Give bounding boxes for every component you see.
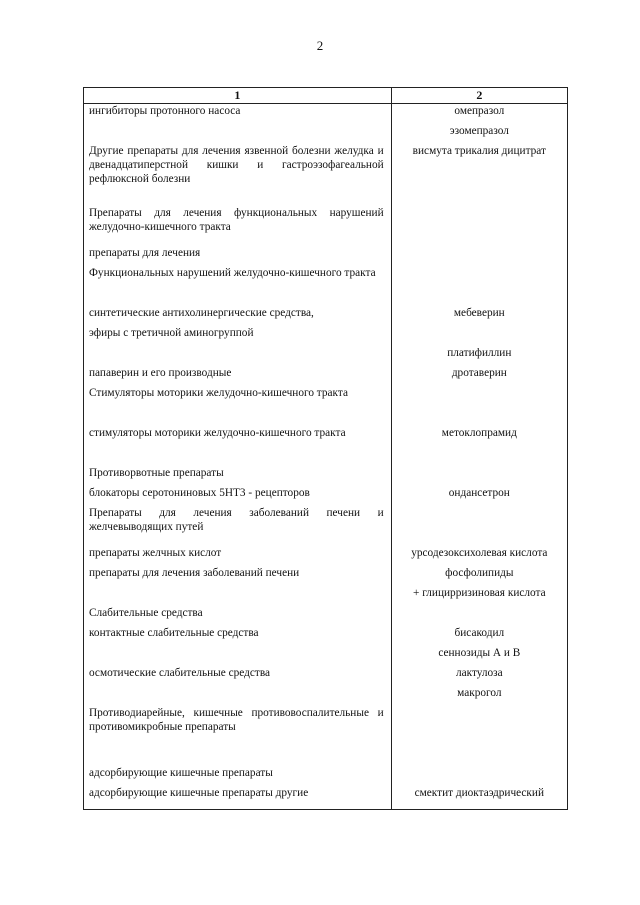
table-row xyxy=(84,466,568,486)
drug-name-cell: омепразол xyxy=(454,105,505,117)
drug-name-cell: макрогол xyxy=(457,686,502,699)
category-cell: Стимуляторы моторики желудочно-кишечного тракта xyxy=(84,386,392,426)
drug-name-cell: фосфолипиды xyxy=(445,566,514,579)
table-row xyxy=(84,766,568,786)
drug-name-cell: лактулоза xyxy=(455,666,503,679)
drug-name-cell: сеннозиды А и В xyxy=(438,646,521,659)
table-row xyxy=(84,346,568,366)
table-row xyxy=(84,686,568,706)
table-row xyxy=(84,486,568,506)
drug-name-cell: мебеверин xyxy=(453,306,505,319)
drug-name-cell: смектит диоктаэдрический xyxy=(414,786,545,799)
table-row xyxy=(84,506,568,546)
drug-name-cell xyxy=(391,466,567,486)
category-cell: адсорбирующие кишечные препараты xyxy=(84,766,392,786)
category-cell: осмотические слабительные средства xyxy=(84,666,392,686)
drug-name-cell: дротаверин xyxy=(451,366,507,379)
drug-name-cell: метоклопрамид xyxy=(441,426,517,439)
drug-name-cell: эзомепразол xyxy=(449,124,509,137)
category-cell: контактные слабительные средства xyxy=(84,626,392,646)
table-row xyxy=(84,246,568,266)
table-row xyxy=(84,786,568,810)
table-row xyxy=(84,266,568,306)
table-row xyxy=(84,124,568,144)
drug-name-cell xyxy=(391,246,567,266)
drug-name-cell xyxy=(391,386,567,426)
category-cell: препараты желчных кислот xyxy=(84,546,392,566)
table-header xyxy=(84,88,568,104)
category-cell: стимуляторы моторики желудочно-кишечного тракта xyxy=(84,426,392,466)
category-cell: Другие препараты для лечения язвенной болезни желудка и двенадцатиперстной кишки и гастроэзофагеальной рефлюксной болезни xyxy=(84,144,392,206)
category-cell xyxy=(84,686,392,706)
category-cell xyxy=(84,346,392,366)
drug-name-cell: ондансетрон xyxy=(448,486,510,499)
drug-name-cell: висмута трикалия дицитрат xyxy=(412,144,546,157)
table-row xyxy=(84,326,568,346)
category-cell: Препараты для лечения функциональных нарушений желудочно-кишечного тракта xyxy=(84,206,392,246)
table-row xyxy=(84,426,568,466)
category-cell: препараты для лечения xyxy=(84,246,392,266)
category-cell xyxy=(84,124,392,144)
table-row xyxy=(84,566,568,586)
header-row xyxy=(84,88,568,104)
drug-name-cell xyxy=(391,206,567,246)
table-row xyxy=(84,206,568,246)
category-cell: адсорбирующие кишечные препараты другие xyxy=(84,786,392,810)
table-row xyxy=(84,646,568,666)
table-row xyxy=(84,546,568,566)
category-cell xyxy=(84,646,392,666)
page-number: 2 xyxy=(316,38,324,53)
table-row xyxy=(84,626,568,646)
category-cell: эфиры с третичной аминогруппой xyxy=(84,326,392,346)
drug-name-cell: бисакодил xyxy=(454,626,505,639)
category-cell: Противодиарейные, кишечные противовоспалительные и противомикробные препараты xyxy=(84,706,392,766)
category-cell xyxy=(84,586,392,606)
category-cell: Слабительные средства xyxy=(84,606,392,626)
table-row xyxy=(84,706,568,766)
drug-name-cell: платифиллин xyxy=(447,346,512,359)
table-row xyxy=(84,104,568,124)
drug-name-cell xyxy=(391,706,567,766)
category-cell: Противорвотные препараты xyxy=(84,466,392,486)
drug-name-cell xyxy=(391,506,567,546)
drug-name-cell: + глицирризиновая кислота xyxy=(413,586,546,599)
category-cell: синтетические антихолинергические средства, xyxy=(84,306,392,326)
table-row xyxy=(84,386,568,426)
column-header-2: 2 xyxy=(391,88,567,104)
table-row xyxy=(84,366,568,386)
drug-name-cell: урсодезоксихолевая кислота xyxy=(411,546,548,559)
category-cell: Препараты для лечения заболеваний печени и желчевыводящих путей xyxy=(84,506,392,546)
drug-name-cell xyxy=(391,766,567,786)
drug-name-cell xyxy=(391,606,567,626)
category-cell: Функциональных нарушений желудочно-кишечного тракта xyxy=(84,266,392,306)
table-body xyxy=(84,104,568,810)
table-row xyxy=(84,586,568,606)
drug-table xyxy=(83,87,568,810)
category-cell: блокаторы серотониновых 5HT3 - рецепторов xyxy=(84,486,392,506)
category-cell: препараты для лечения заболеваний печени xyxy=(84,566,392,586)
table-row xyxy=(84,306,568,326)
column-header-1: 1 xyxy=(84,88,392,104)
category-cell: ингибиторы протонного насоса xyxy=(84,104,392,124)
table-row xyxy=(84,606,568,626)
table-row xyxy=(84,144,568,206)
drug-name-cell xyxy=(391,326,567,346)
category-cell: папаверин и его производные xyxy=(84,366,392,386)
drug-name-cell xyxy=(391,266,567,306)
table-row xyxy=(84,666,568,686)
